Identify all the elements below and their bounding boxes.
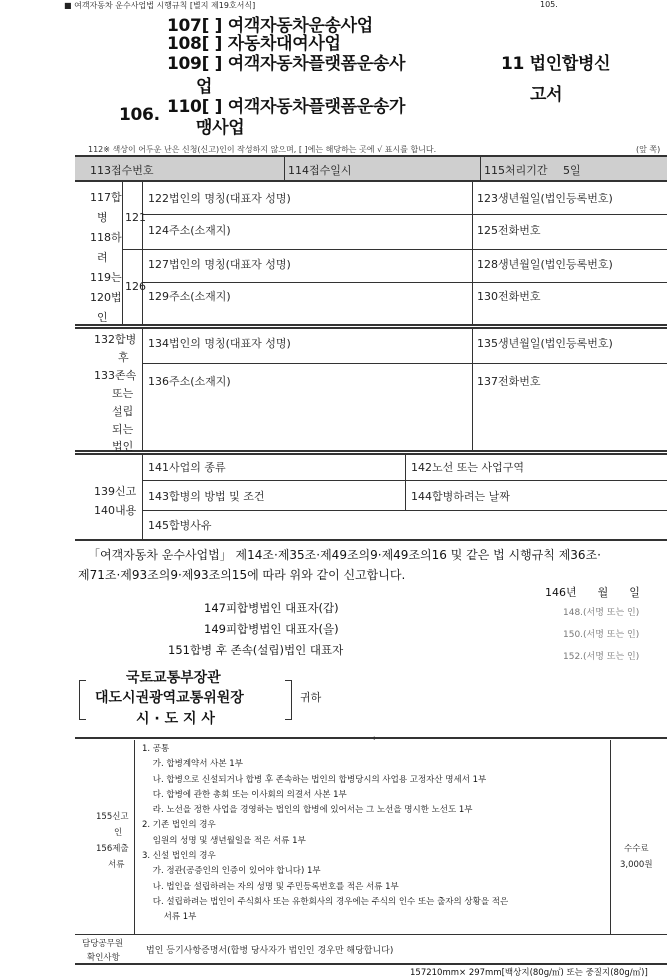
- party-b-address-label: 129주소(소재지): [148, 290, 231, 303]
- party-b-name-label: 127법인의 명칭(대표자 성명): [148, 258, 291, 271]
- rule: [405, 455, 406, 510]
- declaration-line-2: 제71조·제93조의9·제93조의15에 따라 위와 같이 신고합니다.: [78, 568, 406, 582]
- rule: [142, 282, 667, 283]
- declaration-date: 146년 월 일: [545, 586, 640, 599]
- recipient-suffix: 귀하: [300, 691, 322, 704]
- doc-item: 나. 법인을 설립하려는 자의 성명 및 주민등록번호를 적은 서류 1부: [142, 881, 399, 892]
- official-label-1: 담당공무원: [82, 939, 124, 949]
- rule: [75, 324, 667, 326]
- rule: [75, 327, 667, 329]
- merger-reason-label: 145합병사유: [148, 519, 212, 532]
- rule: [75, 963, 667, 965]
- recipient-bracket-left: [79, 680, 86, 720]
- doc-item: 서류 1부: [142, 912, 197, 923]
- rule: [142, 214, 667, 215]
- merger-method-label: 143합병의 방법 및 조건: [148, 490, 265, 503]
- merging-label-4: 려: [97, 251, 108, 264]
- party-b-phone-label: 130전화번호: [477, 290, 541, 303]
- doc-item: 2. 기존 법인의 경우: [142, 820, 216, 831]
- title-item-110-cont: 맹사업: [196, 118, 245, 138]
- surviving-birth-label: 135생년월일(법인등록번호): [477, 337, 613, 350]
- doc-item: 1. 공통: [142, 744, 170, 754]
- signer-a-sign: 148.(서명 또는 인): [563, 608, 640, 618]
- page-number: 105.: [540, 0, 558, 9]
- rule: [610, 740, 611, 934]
- rule: [142, 329, 143, 450]
- processing-period-label: 115처리기간: [484, 164, 548, 177]
- recipient-line-3: 시 · 도 지 사: [136, 711, 215, 727]
- signer-c-sign: 152.(서명 또는 인): [563, 652, 640, 662]
- surviving-label-4: 또는: [112, 387, 134, 400]
- recipient-line-1: 국토교통부장관: [126, 670, 221, 686]
- rule: [75, 934, 667, 935]
- route-area-label: 142노선 또는 사업구역: [411, 461, 524, 474]
- merging-label-2: 병: [97, 211, 108, 224]
- rule: [134, 740, 135, 934]
- rule: [75, 539, 667, 541]
- rule: [142, 363, 667, 364]
- doc-item: 가. 정관(공증인의 인증이 있어야 합니다) 1부: [142, 866, 321, 877]
- signer-b-sign: 150.(서명 또는 인): [563, 630, 640, 640]
- party-b-number: 126: [125, 280, 146, 293]
- rule: [122, 249, 667, 250]
- rule: [75, 155, 667, 157]
- party-a-birth-label: 123생년월일(법인등록번호): [477, 192, 613, 205]
- rule: [142, 182, 143, 324]
- content-label-2: 140내용: [94, 504, 137, 517]
- title-item-109: 109[ ] 여객자동차플랫폼운송사: [167, 54, 406, 74]
- surviving-label-2: 후: [118, 351, 129, 364]
- rule: [472, 363, 473, 450]
- merging-label-3: 118하: [90, 231, 122, 244]
- doc-item: 가. 합병계약서 사본 1부: [142, 759, 243, 770]
- surviving-phone-label: 137전화번호: [477, 375, 541, 388]
- form-header: ■ 여객자동차 운수사업법 시행규칙 [별지 제19호서식]: [64, 1, 256, 10]
- party-b-birth-label: 128생년월일(법인등록번호): [477, 258, 613, 271]
- doc-item: 다. 합병에 관한 총회 또는 이사회의 의결서 사본 1부: [142, 789, 347, 800]
- official-check-text: 법인 등기사항증명서(합병 당사자가 법인인 경우만 해당합니다): [146, 946, 394, 956]
- party-a-name-label: 122법인의 명칭(대표자 성명): [148, 192, 291, 205]
- declaration-line-1: 「여객자동차 운수사업법」 제14조·제35조·제49조의9·제49조의16 및 같은 법 시행규칙 제36조·: [88, 548, 601, 562]
- title-item-108: 108[ ] 자동차대여사업: [167, 34, 341, 54]
- signer-b-label: 149피합병법인 대표자(을): [204, 622, 339, 636]
- rule: [142, 480, 667, 481]
- surviving-label-7: 법인: [112, 440, 134, 453]
- surviving-address-label: 136주소(소재지): [148, 375, 231, 388]
- rule: [75, 453, 667, 455]
- paper-spec: 157210mm× 297mm[백상지(80g/㎡) 또는 중질지(80g/㎡)]: [410, 968, 648, 978]
- rule: [142, 455, 143, 539]
- title-item-107: 107[ ] 여객자동차운송사업: [167, 16, 373, 36]
- party-a-number: 121: [125, 211, 146, 224]
- divider-mark: :: [373, 734, 376, 742]
- form-title-cont: 고서: [530, 85, 563, 105]
- doc-item: 다. 설립하려는 법인이 주식회사 또는 유한회사의 경우에는 주식의 인수 또는 출자의 상황을 적은: [142, 896, 509, 907]
- signer-c-label: 151합병 후 존속(설립)법인 대표자: [168, 643, 344, 657]
- signer-a-label: 147피합병법인 대표자(갑): [204, 601, 339, 615]
- merging-label-1: 117합: [90, 191, 122, 204]
- title-number-106: 106.: [119, 105, 160, 125]
- merging-label-6: 120법: [90, 291, 122, 304]
- recipient-bracket-right: [285, 680, 292, 720]
- content-label-1: 139신고: [94, 485, 137, 498]
- docs-label-4: 서류: [108, 860, 125, 870]
- docs-label-3: 156제출: [96, 844, 129, 854]
- party-a-phone-label: 125전화번호: [477, 224, 541, 237]
- rule: [284, 156, 285, 180]
- required-docs-list: [142, 742, 508, 926]
- surviving-name-label: 134법인의 명칭(대표자 성명): [148, 337, 291, 350]
- surviving-label-3: 133존속: [94, 369, 137, 382]
- business-type-label: 141사업의 종류: [148, 461, 226, 474]
- doc-item: 나. 합병으로 신설되거나 합병 후 존속하는 법인의 합병당시의 사업용 고정자산 명세서 1부: [142, 774, 487, 785]
- merger-date-label: 144합병하려는 날짜: [411, 490, 510, 503]
- party-a-address-label: 124주소(소재지): [148, 224, 231, 237]
- processing-period-value: 5일: [563, 164, 581, 177]
- rule: [75, 180, 667, 182]
- merging-label-5: 119는: [90, 271, 122, 284]
- surviving-label-5: 설립: [112, 405, 134, 418]
- rule: [472, 182, 473, 324]
- doc-item: 라. 노선을 정한 사업을 경영하는 법인의 합병에 있어서는 그 노선을 명시한 노선도 1부: [142, 805, 473, 816]
- fee-value: 3,000원: [620, 860, 653, 870]
- recipient-line-2: 대도시권광역교통위원장: [95, 690, 244, 706]
- receipt-date-label: 114접수일시: [288, 164, 352, 177]
- rule: [472, 329, 473, 363]
- title-item-110: 110[ ] 여객자동차플랫폼운송가: [167, 97, 406, 117]
- rule: [75, 450, 667, 452]
- notice-text: 112※ 색상이 어두운 난은 신청(신고)인이 작성하지 않으며, [ ]에는 해당하는 곳에 √ 표시를 합니다.: [88, 145, 437, 154]
- surviving-label-1: 132합병: [94, 333, 137, 346]
- merging-label-7: 인: [97, 311, 108, 324]
- rule: [480, 156, 481, 180]
- official-label-2: 확인사항: [87, 953, 120, 963]
- page-side-label: (앞 쪽): [636, 145, 661, 154]
- docs-label-2: 인: [114, 828, 123, 838]
- fee-label: 수수료: [624, 844, 649, 854]
- rule: [75, 737, 667, 739]
- docs-label-1: 155신고: [96, 812, 129, 822]
- title-item-109-cont: 업: [196, 77, 213, 97]
- rule: [142, 510, 667, 511]
- doc-item: 임원의 성명 및 생년월일을 적은 서류 1부: [142, 835, 306, 846]
- receipt-number-label: 113접수번호: [90, 164, 154, 177]
- doc-item: 3. 신설 법인의 경우: [142, 851, 216, 862]
- surviving-label-6: 되는: [112, 423, 134, 436]
- rule: [122, 182, 123, 324]
- form-title: 11 법인합병신: [501, 54, 611, 74]
